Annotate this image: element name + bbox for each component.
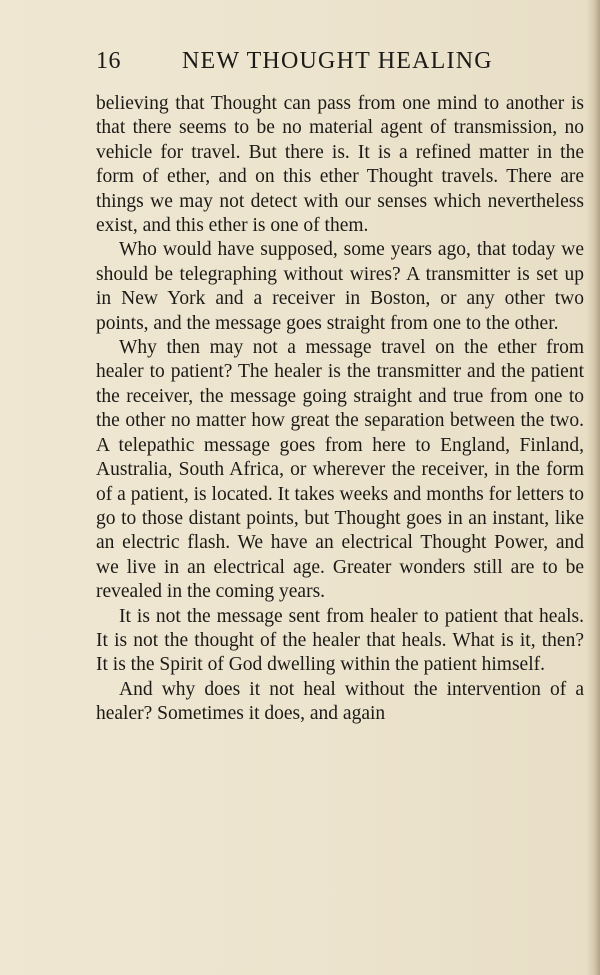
paragraph-continued: believing that Thought can pass from one mind to another is that there seems to be no material agent of transmission, no vehicle for travel. But there is. It is a refined matter in the form of ether, and on this ether Thought travels. There are things we may not detect with our senses which nevertheless exist, and this ether is one of them. bbox=[96, 93, 584, 237]
paragraph: It is not the message sent from healer to patient that heals. It is not the thought of the healer that heals. What is it, then? It is the Spirit of God dwelling within the patient himself. bbox=[96, 605, 584, 676]
body-text bbox=[96, 92, 584, 727]
page-edge-shadow bbox=[586, 0, 600, 975]
paragraph: Why then may not a message travel on the ether from healer to patient? The healer is the transmitter and the patient the receiver, the message going straight and true from one to the other no matter how great the separation between the two. A telepathic message goes from here to England, Finland, Australia, South Africa, or wherever the receiver, in the form of a patient, is located. It takes weeks and months for letters to go to those distant points, but Thought goes in an instant, like an electric flash. We have an electrical Thought Power, and we live in an electrical age. Greater wonders still are to be revealed in the coming years. bbox=[96, 337, 584, 603]
page-number: 16 bbox=[96, 48, 121, 74]
paragraph: Who would have supposed, some years ago, that today we should be telegraphing without wires? A transmitter is set up in New York and a receiver in Boston, or any other two points, and the message goes straight from one to the other. bbox=[96, 239, 584, 334]
page-header bbox=[96, 48, 586, 82]
paragraph: And why does it not heal without the intervention of a healer? Sometimes it does, and again bbox=[96, 678, 584, 725]
running-head: NEW THOUGHT HEALING bbox=[182, 48, 493, 74]
